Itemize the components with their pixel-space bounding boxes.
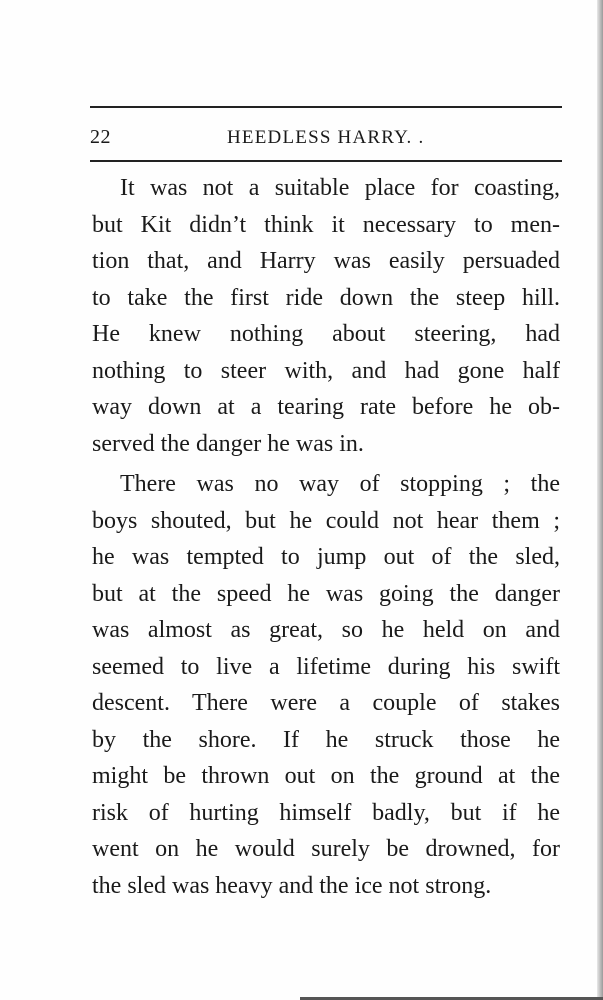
- text-line: tion that, and Harry was easily persuaded: [92, 248, 560, 274]
- text-line: the sled was heavy and the ice not strong.: [92, 872, 492, 899]
- text-line: but Kit didn’t think it necessary to men-: [92, 211, 560, 238]
- running-title: HEEDLESS HARRY. .: [227, 127, 425, 148]
- text-line: way down at a tearing rate before he ob-: [92, 394, 560, 420]
- text-line: boys shouted, but he could not hear them ;: [92, 507, 560, 534]
- header-top-rule: [90, 106, 562, 108]
- text-line: risk of hurting himself badly, but if he: [92, 799, 560, 826]
- paragraph-1: [92, 170, 560, 462]
- text-line: he was tempted to jump out of the sled,: [92, 544, 560, 570]
- text-line: He knew nothing about steering, had: [92, 321, 560, 347]
- text-line: seemed to live a lifetime during his swift: [92, 653, 560, 680]
- running-head: [90, 126, 562, 154]
- text-line: nothing to steer with, and had gone half: [92, 357, 560, 384]
- text-line: served the danger he was in.: [92, 430, 364, 457]
- text-line: might be thrown out on the ground at the: [92, 763, 560, 789]
- text-line: by the shore. If he struck those he: [92, 726, 560, 753]
- page-number: 22: [90, 126, 111, 148]
- text-line: There was no way of stopping ; the: [120, 471, 560, 497]
- page-edge-shadow: [597, 0, 603, 1000]
- body-text: [92, 170, 560, 904]
- text-line: went on he would surely be drowned, for: [92, 836, 560, 862]
- text-line: but at the speed he was going the danger: [92, 580, 560, 607]
- text-line: was almost as great, so he held on and: [92, 617, 560, 643]
- header-bottom-rule: [90, 160, 562, 162]
- paragraph-2: [92, 466, 560, 904]
- text-line: descent. There were a couple of stakes: [92, 690, 560, 716]
- text-line: It was not a suitable place for coasting,: [120, 175, 560, 201]
- text-line: to take the first ride down the steep hill.: [92, 284, 560, 311]
